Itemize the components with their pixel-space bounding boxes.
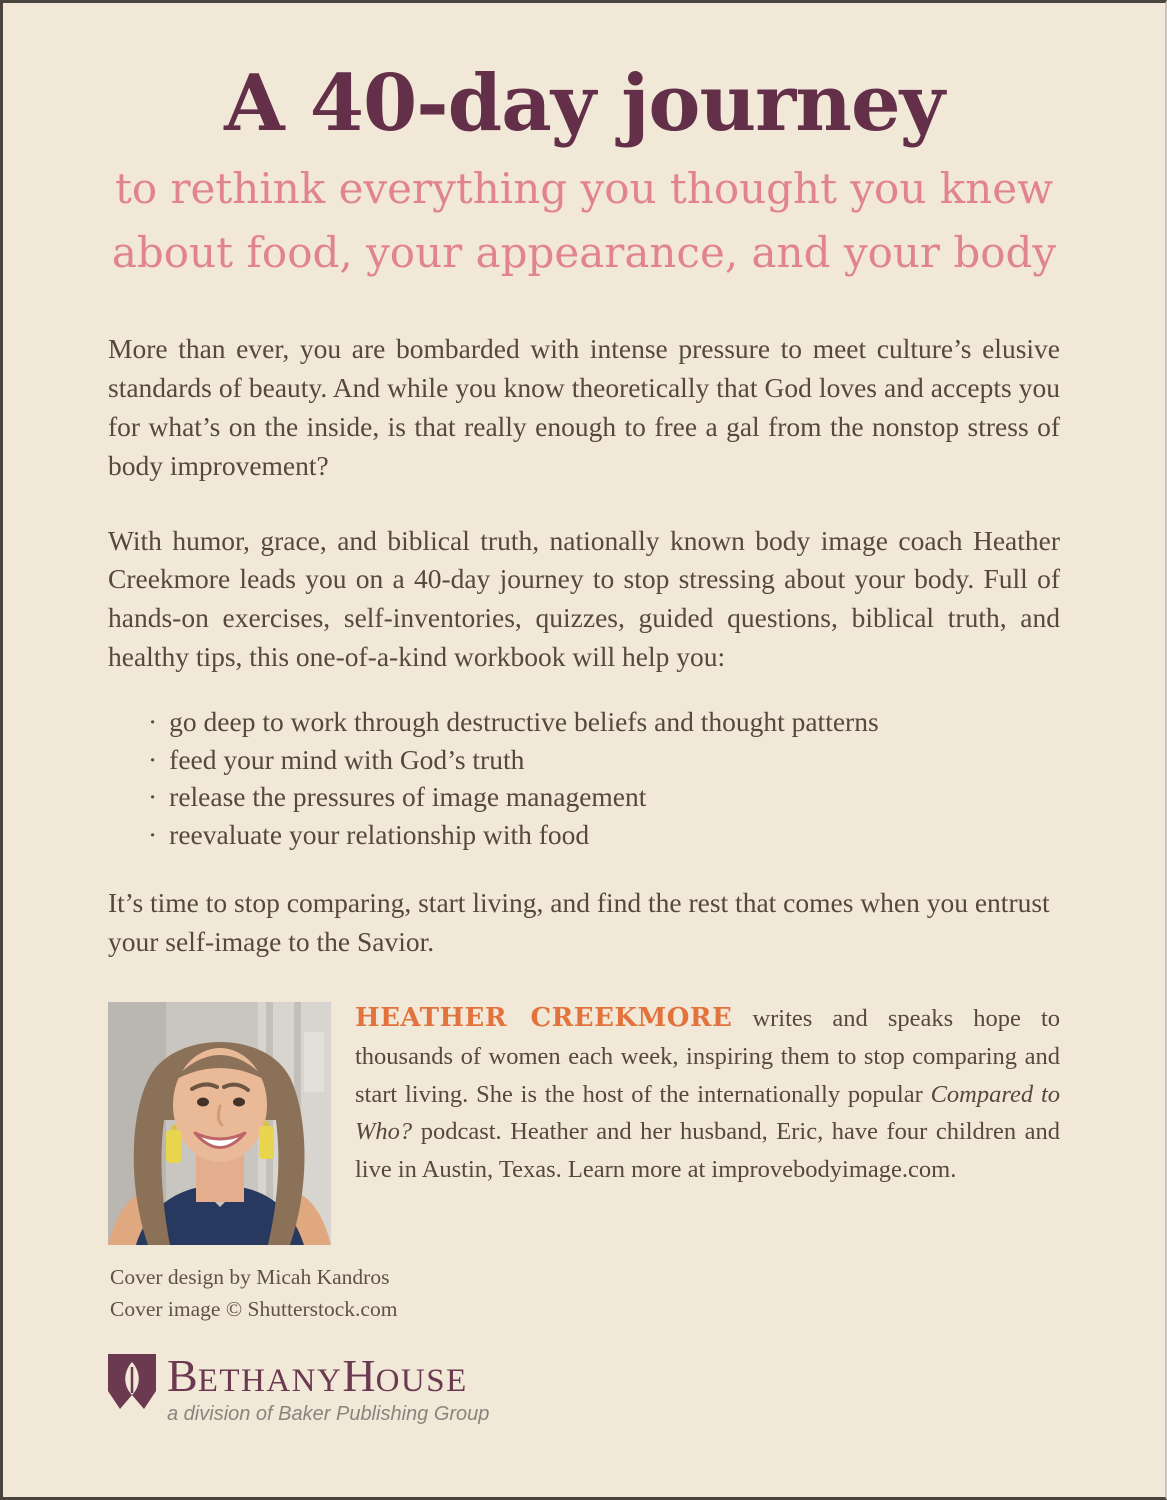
cover-image-credit: Cover image © Shutterstock.com [110, 1297, 398, 1322]
list-item-text: feed your mind with God’s truth [169, 743, 525, 775]
subheadline [3, 157, 1165, 285]
publisher-name: BETHANYHOUSE [167, 1350, 468, 1402]
list-item [148, 703, 1060, 741]
page-title: A 40-day journey [224, 58, 944, 149]
publisher-logo [107, 1350, 1165, 1426]
cover-design-credit: Cover design by Micah Kandros [110, 1264, 390, 1289]
author-photo [108, 1002, 331, 1245]
bio-text-2: podcast. Heather and her husband, Eric, have four children and live in Austin, Texas. Learn more at improvebodyimage.com. [355, 1118, 1060, 1184]
list-item [148, 816, 1060, 854]
back-cover-copy [108, 330, 1060, 961]
bethany-house-icon [107, 1353, 157, 1416]
author-portrait-illustration [108, 1002, 331, 1245]
bullet-icon: · [148, 819, 158, 851]
list-item-text: reevaluate your relationship with food [169, 819, 590, 851]
publisher-tagline: a division of Baker Publishing Group [167, 1403, 490, 1426]
list-item-text: go deep to work through destructive beliefs and thought patterns [169, 705, 879, 737]
subheadline-line-2: about food, your appearance, and your body [111, 227, 1057, 277]
list-item [148, 778, 1060, 816]
bio-text-1: writes and speaks hope to thousands of women each week, inspiring them to stop comparing and start living. She is the host of the internationally popular [355, 1004, 1061, 1108]
paragraph-about-author-journey: With humor, grace, and biblical truth, nationally known body image coach Heather Creekmore leads you on a 40-day journey to stop stressing about your body. Full of hands-on exercises, self-inventories, quizzes, guided questions, biblical truth, and healthy tips, this one-of-a-kind workbook will help you: [108, 524, 1060, 672]
list-item-text: release the pressures of image management [169, 781, 647, 813]
publisher-text-block [167, 1350, 490, 1426]
author-name: HEATHER CREEKMORE [355, 1002, 733, 1033]
credits [110, 1261, 1165, 1326]
subheadline-line-1: to rethink everything you thought you knew [114, 163, 1054, 213]
author-section [108, 1002, 1060, 1245]
paragraph-closing: It’s time to stop comparing, start living, and find the rest that comes when you entrust your self-image to the Savior. [108, 887, 1050, 958]
bullet-icon: · [148, 705, 158, 737]
paragraph-intro: More than ever, you are bombarded with intense pressure to meet culture’s elusive standards of beauty. And while you know theoretically that God loves and accepts you for what’s on the inside, is that really enough to free a gal from the nonstop stress of body improvement? [108, 333, 1060, 481]
podcast-title: Compared to Who? [355, 1080, 1061, 1146]
bullet-icon: · [148, 781, 158, 813]
list-item [148, 741, 1060, 779]
bullet-icon: · [148, 743, 158, 775]
author-bio [355, 998, 1060, 1189]
benefits-list [108, 703, 1060, 855]
